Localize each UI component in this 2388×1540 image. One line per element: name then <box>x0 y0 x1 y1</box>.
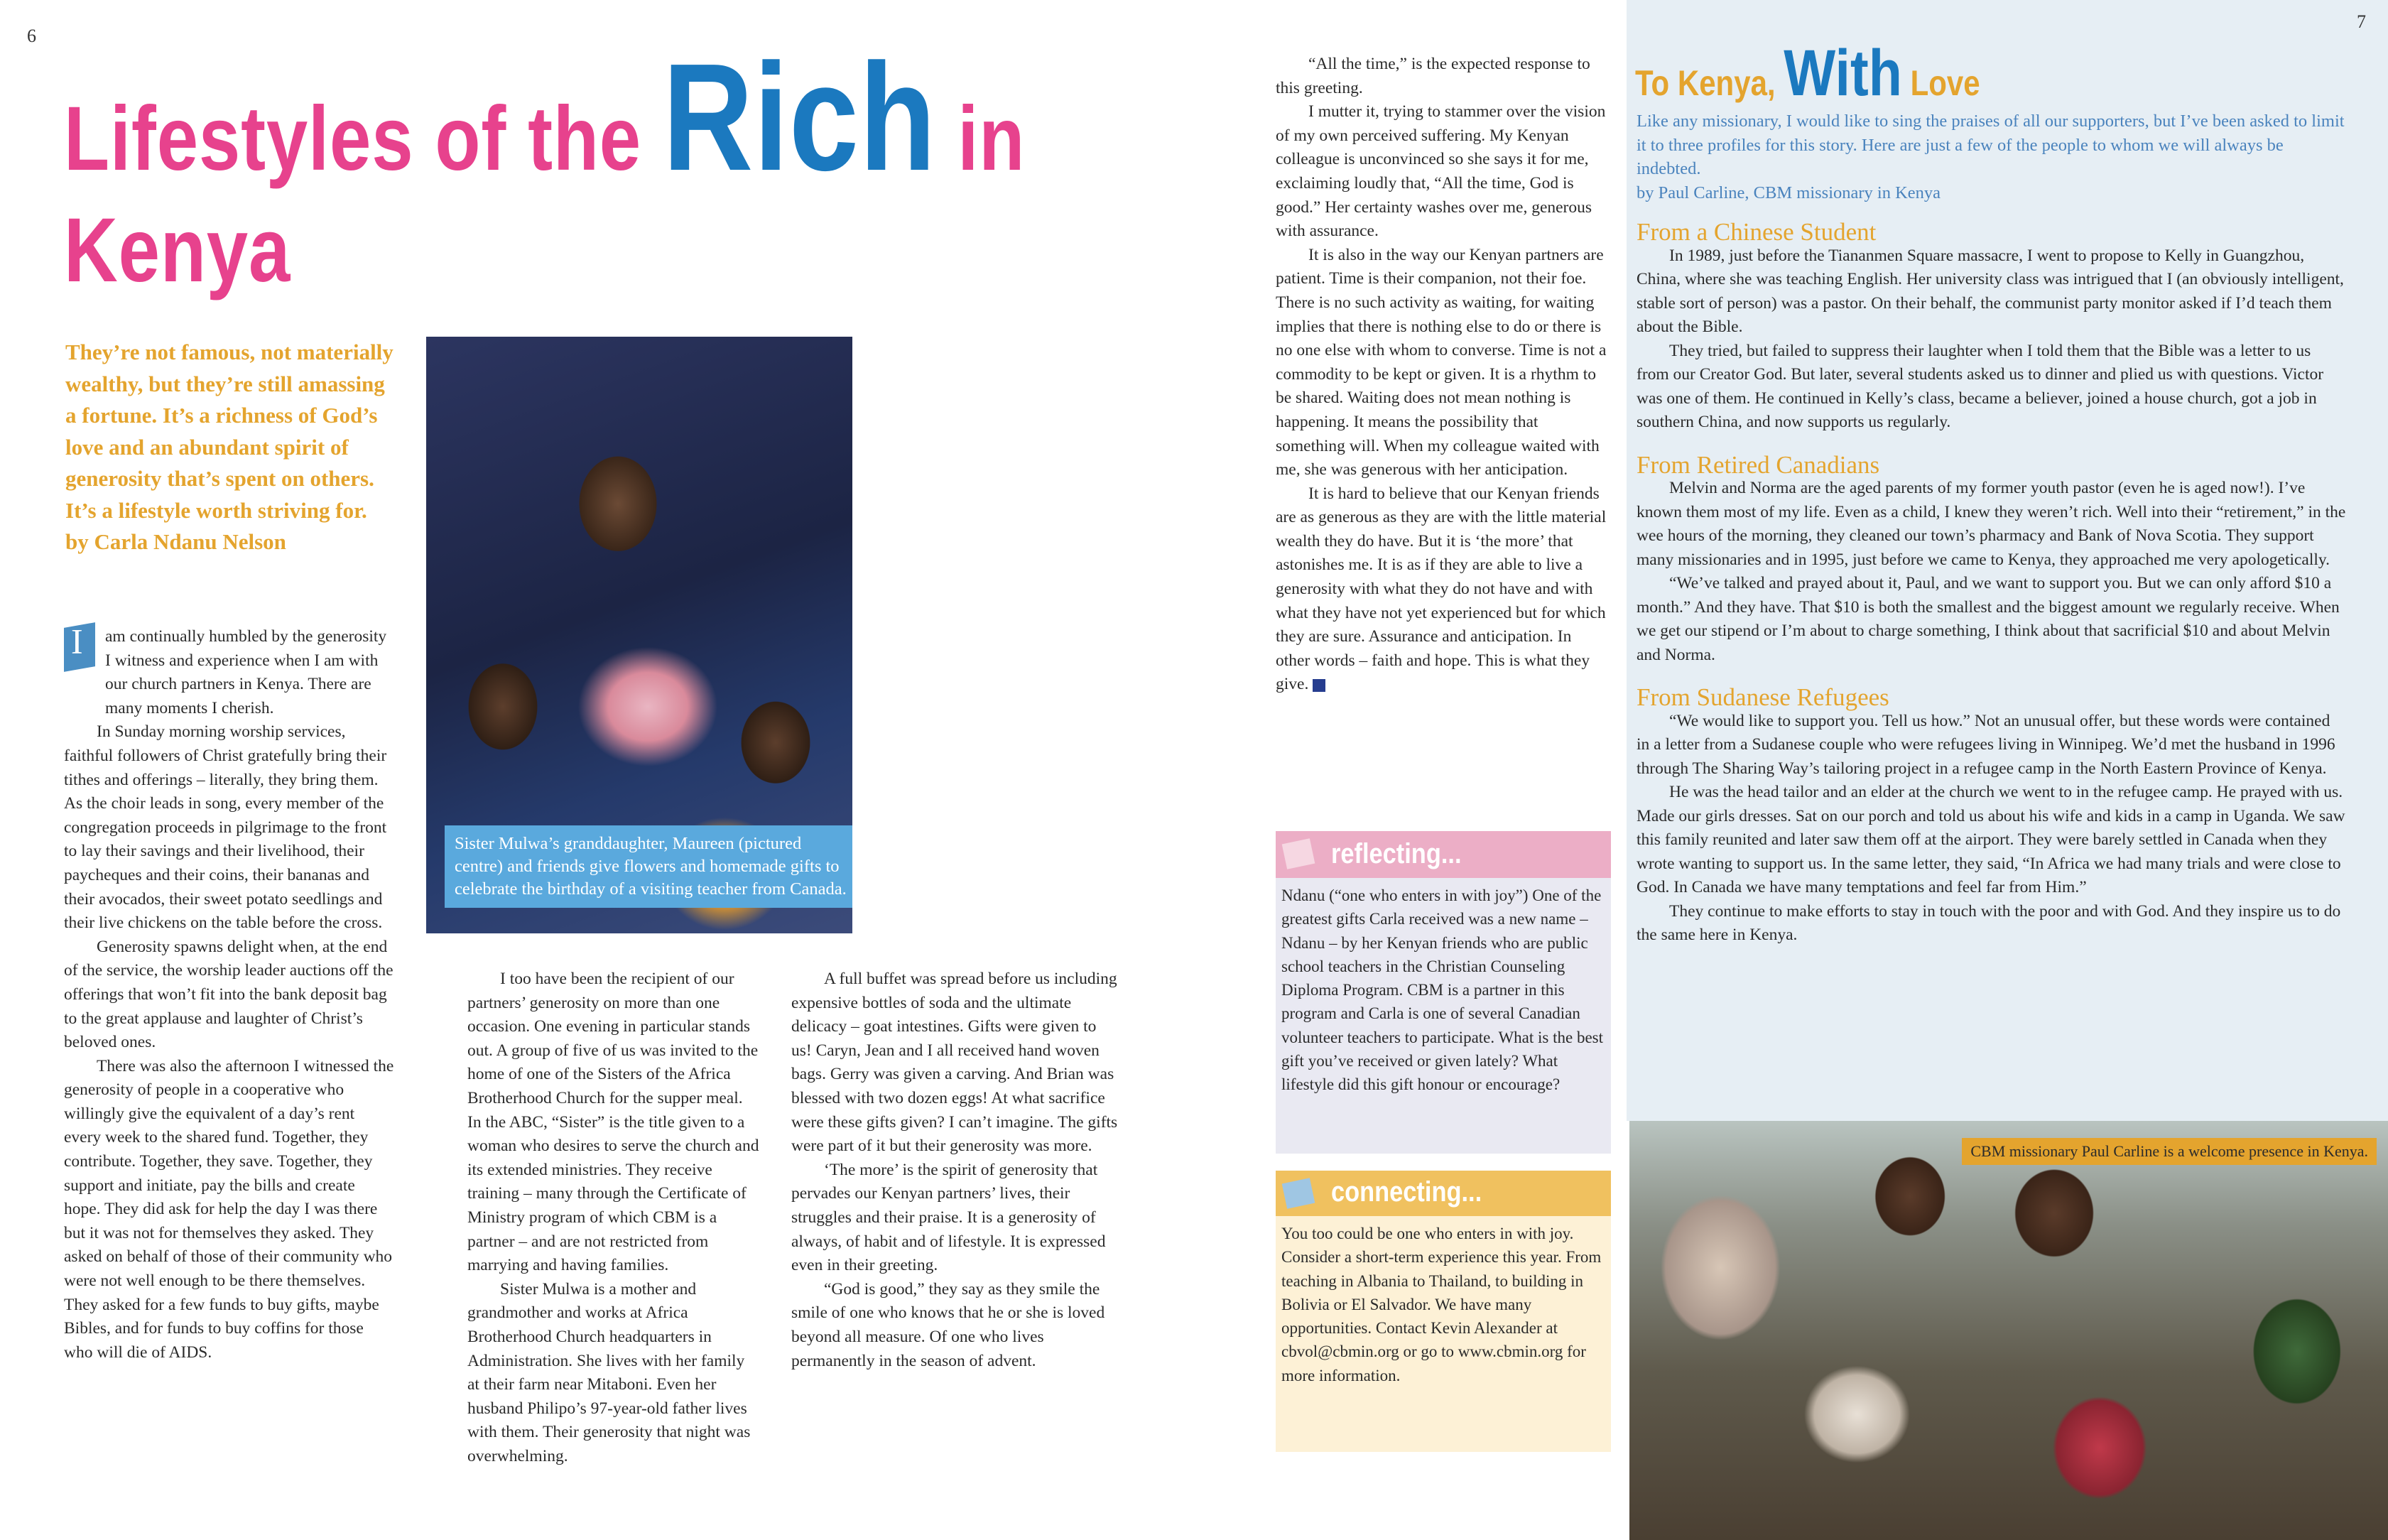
photo-caption-right: CBM missionary Paul Carline is a welcome presence in Kenya. <box>1962 1138 2377 1165</box>
intro-text: Like any missionary, I would like to sing the praises of all our supporters, but I’ve been asked to limit it to three profiles for this story. Here are just a few of the people to whom we will always be indebted. <box>1637 112 2345 178</box>
page-number-left: 6 <box>27 26 36 46</box>
col1-para-4: There was also the afternoon I witnessed the generosity of people in a cooperative who willingly give the equivalent of a day’s rent every week to the shared fund. Together, they contribute. Together, they save. Together, they support and initiate, pay the bills and create hope. They did ask for help the day I was there but it was not for themselves they asked. They asked on behalf of those of their community who were not well enough to be there themselves. They asked for a few funds to buy gifts, maybe Bibles, and for funds to buy coffins for those who will die of AIDS. <box>64 1056 394 1362</box>
col2-para-2: Sister Mulwa is a mother and grandmother and works at Africa Brotherhood Church headquarters in Administration. She lives with her family at their farm near Mitaboni. Even her husband Philipo’s 97-year-old father lives with them. Their generosity that night was overwhelming. <box>467 1279 751 1465</box>
deck <box>65 337 399 558</box>
section-heading-chinese: From a Chinese Student <box>1637 218 1877 246</box>
children-photo <box>426 337 852 933</box>
center-para-4: It is hard to believe that our Kenyan friends are as generous as they are with the little material wealth they do have. But it is ‘the more’ that astonishes me. It is as if they are able to live a generosity with what they do not have and with what they have not yet experienced but for which they are sure. Assurance and anticipation. In other words – faith and hope. This is what they give. <box>1276 484 1607 694</box>
right-title-with: With <box>1784 37 1902 109</box>
reflecting-box <box>1276 831 1611 1154</box>
note-icon <box>1282 1178 1315 1209</box>
chinese-para-1: In 1989, just before the Tiananmen Square massacre, I went to propose to Kelly in Guangzhou, China, where she was teaching English. Her university class was intrigued that I (an obviously intelligent, stable sort of person) was a pastor. On their behalf, the communist party monitor asked if I’d teach them about the Bible. <box>1637 246 2344 336</box>
center-para-2: I mutter it, trying to stammer over the vision of my own perceived suffering. My Kenyan colleague is unconvinced so she says it for me, exclaiming loudly that, “All the time, God is good.” Her certainty washes over me, generous with assurance. <box>1276 102 1606 241</box>
right-body <box>1637 220 2347 948</box>
sudanese-para-3: They continue to make efforts to stay in touch with the poor and with God. And they inspire us to do the same here in Kenya. <box>1637 901 2341 944</box>
col3-para-2: ‘The more’ is the spirit of generosity that pervades our Kenyan partners’ lives, their struggles and their praise. It is a generosity of always, of habit and of lifestyle. It is expressed even in their greeting. <box>791 1160 1106 1275</box>
headline <box>64 31 1026 207</box>
connecting-header <box>1276 1171 1611 1216</box>
headline-rich: Rich <box>662 31 937 202</box>
center-column-text <box>1276 53 1610 697</box>
connecting-title: connecting... <box>1331 1176 1482 1208</box>
sudanese-para-1: “We would like to support you. Tell us how.” Not an unusual offer, but these words were contained in a letter from a Sudanese couple who were refugees living in Winnipeg. We’d met the husband in 1996 through The Sharing Way’s tailoring project in a refugee camp in the North Eastern Province of Kenya. <box>1637 711 2335 778</box>
canadians-para-2: “We’ve talked and prayed about it, Paul, and we want to support you. But we can only afford $10 a month.” And they have. That $10 is both the smallest and the biggest amount we regularly receive. When we get our stipend or I’m about to charge something, I think about that sacrificial $10 and about Melvin and Norma. <box>1637 574 2340 664</box>
center-para-3: It is also in the way our Kenyan partners are patient. Time is their companion, not their foe. There is no such activity as waiting, for waiting implies that there is nothing else to do or there is no one else with whom to converse. Time is not a commodity to be kept or given. It is a rhythm to be shared. Waiting does not mean nothing is happening. It means the possibility that something will. When my colleague waited with me, she was generous with her anticipation. <box>1276 245 1607 479</box>
left-column-3 <box>791 967 1118 1373</box>
missionary-photo <box>1629 1121 2388 1540</box>
reflecting-title: reflecting... <box>1331 838 1462 869</box>
col3-para-3: “God is good,” they say as they smile the smile of one who knows that he or she is loved beyond all measure. Of one who lives permanently in the season of advent. <box>791 1279 1105 1370</box>
headline-part2: in <box>936 88 1026 190</box>
center-para-1: “All the time,” is the expected response to this greeting. <box>1276 55 1590 97</box>
reflecting-header <box>1276 831 1611 878</box>
col1-para-2: In Sunday morning worship services, faithful followers of Christ gratefully bring their tithes and offerings – literally, they bring them. As the choir leads in song, every member of the congregation proceeds in pilgrimage to the front to lay their savings and their livelihood, their paycheques and their coins, their bananas and their avocados, their sweet potato seedlings and their live chickens on the table before the cross. <box>64 722 387 933</box>
byline-left: by Carla Ndanu Nelson <box>65 529 286 554</box>
chinese-para-2: They tried, but failed to suppress their laughter when I told them that the Bible was a letter to us from our Creator God. But later, several students asked us to dinner and plied us with questions. Victor was one of them. He continued in Kelly’s class, became a believer, joined a house church, got a job in southern China, and now supports us regularly. <box>1637 341 2324 431</box>
section-heading-sudanese: From Sudanese Refugees <box>1637 683 1889 711</box>
page-number-right: 7 <box>2357 11 2366 32</box>
section-heading-canadians: From Retired Canadians <box>1637 450 1880 479</box>
end-mark-icon <box>1313 679 1325 692</box>
col3-para-1: A full buffet was spread before us including expensive bottles of soda and the ultimate delicacy – goat intestines. Gifts were given to us! Caryn, Jean and I all received hand woven bags. Gerry was given a carving. And Brian was blessed with two dozen eggs! At what sacrifice were these gifts given? I can’t imagine. The gifts were part of it but their generosity was more. <box>791 970 1118 1156</box>
col1-para-1: am continually humbled by the generosity I witness and experience when I am with our church partners in Kenya. There are many moments I cherish. <box>105 627 387 717</box>
col1-para-3: Generosity spawns delight when, at the end of the service, the worship leader auctions off the offerings that won’t fit into the bank deposit bag to the great applause and laughter of Christ’s beloved ones. <box>64 937 394 1052</box>
right-title-part1: To Kenya, <box>1635 63 1784 103</box>
canadians-para-1: Melvin and Norma are the aged parents of my former youth pastor (even he is aged now!). I’ve known them most of my life. Even as a child, I knew they weren’t rich. Well into their “retirement,” in the wee hours of the morning, they cleaned our town’s pharmacy and Bank of Nova Scotia. They support many missionaries and in 1995, just before we came to Kenya, they approached me very apologetically. <box>1637 479 2346 569</box>
reflecting-text: Ndanu (“one who enters in with joy”) One of the greatest gifts Carla received was a new name – Ndanu – by her Kenyan friends who are public school teachers in the Christian Counseling Diploma Program. CBM is a partner in this program and Carla is one of several Canadian volunteer teachers to participate. What is the best gift you’ve received or given lately? What lifestyle did this gift honour or encourage? <box>1281 886 1604 1094</box>
left-column-1 <box>64 621 394 1365</box>
right-title-part2: Love <box>1901 63 1980 103</box>
note-icon <box>1282 838 1315 869</box>
col2-para-1: I too have been the recipient of our partners’ generosity on more than one occasion. One evening in particular stands out. A group of five of us was invited to the home of one of the Sisters of the Africa Brotherhood Church for the supper meal. In the ABC, “Sister” is the title given to a woman who desires to serve the church and its extended ministries. They receive training – many through the Certificate of Ministry program of which CBM is a partner – and are not restricted from marrying and having families. <box>467 970 759 1275</box>
left-column-2 <box>467 967 760 1468</box>
drop-cap: I <box>64 622 95 672</box>
headline-line2: Kenya <box>64 200 291 301</box>
right-intro <box>1637 109 2347 205</box>
byline-right: by Paul Carline, CBM missionary in Kenya <box>1637 183 1941 202</box>
photo-caption-left: Sister Mulwa’s granddaughter, Maureen (pictured centre) and friends give flowers and homemade gifts to celebrate the birthday of a visiting teacher from Canada. <box>445 825 852 908</box>
deck-text: They’re not famous, not materially wealthy, but they’re still amassing a fortune. It’s a richness of God’s love and an abundant spirit of generosity that’s spent on others. It’s a lifestyle worth striving for. <box>65 340 394 523</box>
connecting-text: You too could be one who enters in with joy. Consider a short-term experience this year. From teaching in Albania to Thailand, to building in Bolivia or El Salvador. We have many opportunities. Contact Kevin Alexander at cbvol@cbmin.org or go to www.cbmin.org for more information. <box>1281 1225 1602 1384</box>
connecting-box <box>1276 1171 1611 1452</box>
sudanese-para-2: He was the head tailor and an elder at the church we went to in the refugee camp. He prayed with us. Made our girls dresses. Sat on our porch and told us about his wife and kids in a camp in Uganda. We saw this family reunited and later saw them off at the airport. They were barely settled in Canada when they wrote wanting to support us. In the same letter, they said, “In Africa we had many trials and were close to God. In Canada we have many temptations and feel far from Him.” <box>1637 783 2345 896</box>
headline-part1: Lifestyles of the <box>64 88 663 190</box>
